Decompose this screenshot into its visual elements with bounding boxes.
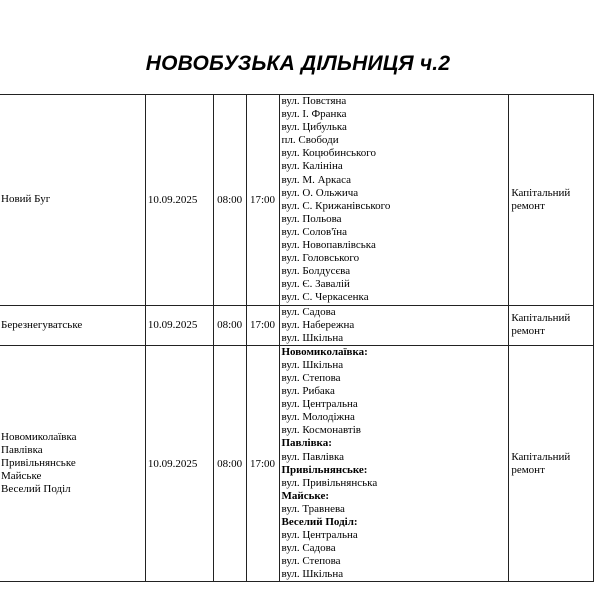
start-time-cell: 08:00: [213, 95, 246, 306]
street-name: вул. Новопавлівська: [281, 239, 376, 252]
street-name: вул. С. Крижанівського: [281, 199, 391, 212]
start-time-cell: 08:00: [213, 305, 246, 345]
reason-cell: [509, 95, 594, 306]
settlement-cell: [0, 345, 145, 582]
street-name: вул. Солов'їна: [281, 225, 348, 238]
settlement-name: Майське: [1, 470, 42, 483]
street-name: вул. Шкільна: [281, 331, 344, 344]
schedule-row: [0, 305, 594, 345]
end-time-cell: 17:00: [246, 95, 279, 306]
settlement-name: Новий Буг: [1, 193, 51, 206]
street-name: пл. Свободи: [281, 134, 339, 147]
settlement-heading: Привільнянське:: [281, 463, 368, 476]
street-name: вул. Центральна: [281, 529, 358, 542]
street-name: вул. Степова: [281, 555, 341, 568]
document-title: НОВОБУЗЬКА ДІЛЬНИЦЯ ч.2: [145, 52, 451, 75]
street-name: вул. М. Аркаса: [281, 173, 352, 186]
settlement-name: Павлівка: [1, 444, 43, 457]
street-name: вул. Набережна: [281, 318, 355, 331]
street-name: вул. І. Франка: [281, 108, 347, 121]
end-time-cell: 17:00: [246, 305, 279, 345]
outage-schedule-table: [0, 94, 594, 582]
settlement-heading: Павлівка:: [281, 437, 332, 450]
settlement-cell: [0, 95, 145, 306]
street-name: вул. Повстяна: [281, 95, 347, 107]
streets-cell: [279, 95, 509, 306]
street-name: вул. Травнева: [281, 502, 345, 515]
settlement-name: Привільнянське: [1, 457, 76, 470]
street-name: вул. Центральна: [281, 398, 358, 411]
street-name: вул. Павлівка: [281, 450, 344, 463]
settlement-heading: Новомиколаївка:: [281, 345, 368, 358]
reason-text: Капітальний: [511, 186, 571, 199]
street-name: вул. Шкільна: [281, 358, 344, 371]
street-name: вул. Є. Завалій: [281, 278, 350, 291]
street-name: вул. Польова: [281, 212, 342, 225]
street-name: вул. С. Черкасенка: [281, 291, 369, 304]
street-name: вул. Садова: [281, 542, 336, 555]
streets-cell: [279, 345, 509, 582]
schedule-row: [0, 95, 594, 306]
street-name: вул. О. Ольжича: [281, 186, 359, 199]
schedule-row: [0, 345, 594, 582]
settlement-heading: Веселий Поділ:: [281, 516, 358, 528]
settlement-heading: Майське:: [281, 489, 330, 502]
start-time-cell: 08:00: [213, 345, 246, 582]
end-time-cell: 17:00: [246, 345, 279, 582]
streets-cell: [279, 305, 509, 345]
street-name: вул. Степова: [281, 371, 341, 384]
date-cell: 10.09.2025: [145, 305, 213, 345]
reason-text: Капітальний: [511, 312, 571, 325]
street-name: вул. Привільнянська: [281, 476, 378, 489]
reason-text: ремонт: [511, 325, 545, 338]
street-name: вул. Молодіжна: [281, 411, 355, 424]
reason-cell: [509, 305, 594, 345]
street-name: вул. Садова: [281, 305, 336, 318]
settlement-name: Веселий Поділ: [1, 483, 71, 496]
date-cell: 10.09.2025: [145, 345, 213, 582]
street-name: вул. Головського: [281, 252, 360, 265]
street-name: вул. Шкільна: [281, 568, 344, 581]
reason-text: ремонт: [511, 463, 545, 476]
street-name: вул. Калініна: [281, 160, 343, 173]
street-name: вул. Коцюбинського: [281, 147, 377, 160]
reason-text: ремонт: [511, 199, 545, 212]
date-cell: 10.09.2025: [145, 95, 213, 306]
street-name: вул. Цибулька: [281, 121, 347, 134]
settlement-cell: [0, 305, 145, 345]
settlement-name: Новомиколаївка: [1, 431, 77, 444]
street-name: вул. Болдусєва: [281, 265, 351, 278]
street-name: вул. Рибака: [281, 385, 335, 398]
reason-text: Капітальний: [511, 450, 571, 463]
reason-cell: [509, 345, 594, 582]
schedule-table-body: [0, 95, 594, 582]
settlement-name: Березнегуватське: [1, 318, 83, 331]
street-name: вул. Космонавтів: [281, 424, 361, 437]
